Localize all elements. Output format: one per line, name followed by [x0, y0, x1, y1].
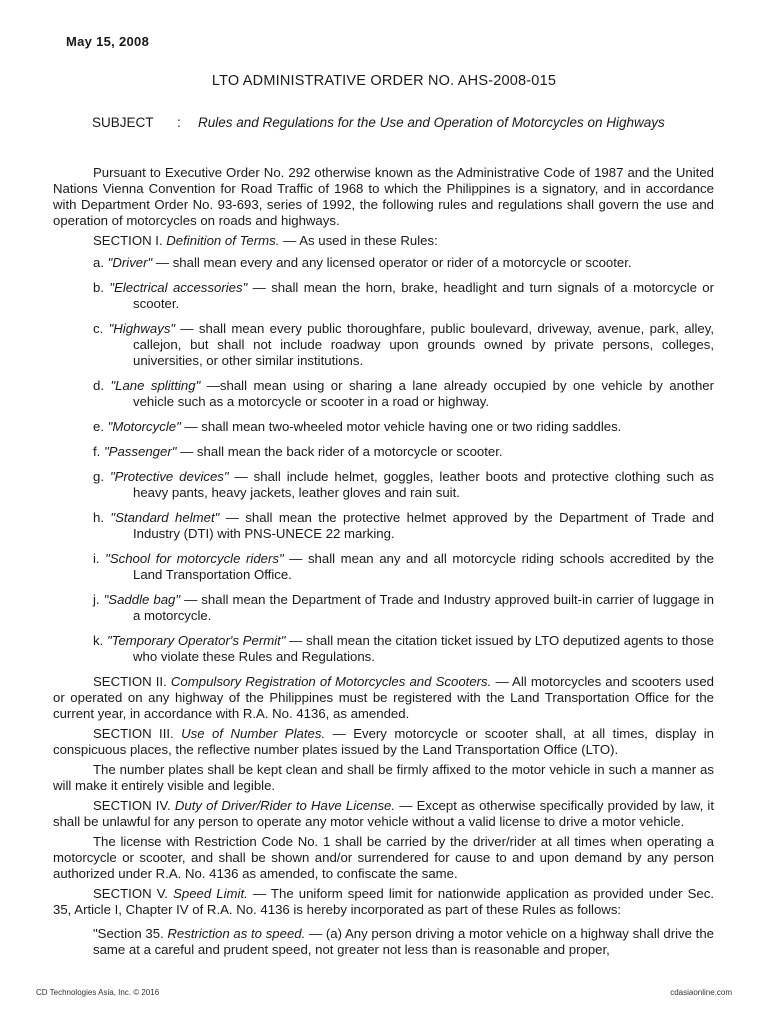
item-term: "Driver": [107, 255, 153, 270]
definition-item: [53, 444, 714, 460]
subject-colon: :: [177, 115, 181, 130]
item-text: — shall mean any and all motorcycle riding schools accredited by the Land Transportation Office.: [133, 551, 714, 582]
section-2-paragraph: [53, 674, 714, 722]
definition-item: [53, 419, 714, 435]
item-text: — shall mean the horn, brake, headlight and turn signals of a motorcycle or scooter.: [133, 280, 714, 311]
section-1-heading: [53, 233, 714, 249]
section-title: Compulsory Registration of Motorcycles and Scooters.: [170, 674, 492, 689]
item-letter: k.: [93, 633, 104, 648]
definition-item: [53, 378, 714, 410]
item-term: "Temporary Operator's Permit": [106, 633, 286, 648]
definition-item: [53, 633, 714, 665]
item-term: "Standard helmet": [110, 510, 220, 525]
item-letter: g.: [93, 469, 104, 484]
quote-text: — (a) Any person driving a motor vehicle on a highway shall drive the same at a careful and prudent speed, not greater not less than is reasonable and proper,: [93, 926, 714, 957]
section-title: Use of Number Plates.: [181, 726, 326, 741]
document-body: [53, 165, 714, 971]
section-3-paragraph: [53, 726, 714, 758]
section-text: — Every motorcycle or scooter shall, at all times, display in conspicuous places, the reflective number plates issued by the Land Transportation Office (LTO).: [53, 726, 715, 757]
section-prefix: SECTION IV.: [93, 798, 171, 813]
subject-label: SUBJECT: [92, 115, 154, 130]
item-text: — shall mean the Department of Trade and Industry approved built-in carrier of luggage in a motorcycle.: [133, 592, 714, 623]
item-term: "Saddle bag": [103, 592, 181, 607]
section-3-paragraph-2: The number plates shall be kept clean and shall be firmly affixed to the motor vehicle in such a manner as will make it entirely visible and legible.: [53, 762, 714, 793]
subject-text: Rules and Regulations for the Use and Operation of Motorcycles on Highways: [198, 115, 665, 130]
item-text: — shall mean every public thoroughfare, public boulevard, driveway, avenue, park, alley, callejon, but shall not include roadway upon grounds owned by private persons, colleges, universities, or other similar institutions.: [133, 321, 714, 368]
item-term: "Highways": [108, 321, 176, 336]
section-prefix: SECTION III.: [93, 726, 174, 741]
section-5-paragraph: [53, 886, 714, 918]
item-letter: a.: [93, 255, 104, 270]
preamble-paragraph: Pursuant to Executive Order No. 292 otherwise known as the Administrative Code of 1987 and the United Nations Vienna Convention for Road Traffic of 1968 to which the Philippines is a signatory, and in accordance with Department Order No. 93-693, series of 1992, the following rules and regulations shall govern the use and operation of motorcycles on roads and highways.: [53, 165, 714, 228]
definitions-list: [53, 255, 714, 665]
section-text: — Except as otherwise specifically provided by law, it shall be unlawful for any person to operate any motor vehicle without a valid license to drive a motor vehicle.: [53, 798, 714, 829]
item-letter: d.: [93, 378, 104, 393]
item-letter: j.: [93, 592, 100, 607]
item-text: — shall mean the citation ticket issued by LTO deputized agents to those who violate these Rules and Regulations.: [133, 633, 714, 664]
item-term: "Protective devices": [109, 469, 229, 484]
section-prefix: SECTION I.: [93, 233, 163, 248]
item-term: "Passenger": [104, 444, 177, 459]
item-letter: c.: [93, 321, 104, 336]
section-prefix: SECTION V.: [93, 886, 168, 901]
item-letter: f.: [93, 444, 101, 459]
definition-item: [53, 280, 714, 312]
item-term: "Electrical accessories": [109, 280, 248, 295]
item-term: "Motorcycle": [107, 419, 181, 434]
quoted-section-35: [53, 926, 714, 958]
item-letter: i.: [93, 551, 100, 566]
item-text: —shall mean using or sharing a lane already occupied by one vehicle by another vehicle such as a motorcycle or scooter in a road or highway.: [133, 378, 714, 409]
section-text: — All motorcycles and scooters used or operated on any highway of the Philippines must be registered with the Land Transportation Office for the current year, in accordance with R.A. No. 4136, as amended.: [53, 674, 715, 721]
section-title: Speed Limit.: [173, 886, 248, 901]
item-letter: e.: [93, 419, 104, 434]
item-letter: b.: [93, 280, 104, 295]
definition-item: [53, 321, 714, 369]
footer-website: cdasiaonline.com: [670, 988, 732, 997]
section-title: Duty of Driver/Rider to Have License.: [174, 798, 396, 813]
footer-copyright: CD Technologies Asia, Inc. © 2016: [36, 988, 160, 997]
section-text: — As used in these Rules:: [279, 233, 438, 248]
quote-title: Restriction as to speed.: [167, 926, 306, 941]
section-4-paragraph: [53, 798, 714, 830]
section-text: — The uniform speed limit for nationwide application as provided under Sec. 35, Article I, Chapter IV of R.A. No. 4136 is hereby incorporated as part of these Rules as follows:: [53, 886, 715, 917]
item-letter: h.: [93, 510, 104, 525]
document-title: LTO ADMINISTRATIVE ORDER NO. AHS-2008-015: [211, 73, 557, 89]
item-text: — shall mean the protective helmet approved by the Department of Trade and Industry (DTI) with PNS-UNECE 22 marking.: [133, 510, 714, 541]
section-title: Definition of Terms.: [166, 233, 280, 248]
section-4-paragraph-2: The license with Restriction Code No. 1 shall be carried by the driver/rider at all times when operating a motorcycle or scooter, and shall be shown and/or surrendered for cause to and upon demand by any person authorized under R.A. No. 4136 as amended, to confiscate the same.: [53, 834, 714, 881]
item-term: "School for motorcycle riders": [105, 551, 284, 566]
item-text: — shall mean two-wheeled motor vehicle having one or two riding saddles.: [180, 419, 622, 434]
section-prefix: SECTION II.: [93, 674, 167, 689]
definition-item: [53, 551, 714, 583]
quote-prefix: "Section 35.: [93, 926, 164, 941]
item-text: — shall mean every and any licensed operator or rider of a motorcycle or scooter.: [152, 255, 632, 270]
item-text: — shall include helmet, goggles, leather boots and protective clothing such as heavy pants, heavy jackets, leather gloves and rain suit.: [133, 469, 714, 500]
definition-item: [53, 255, 714, 271]
document-date: May 15, 2008: [66, 34, 150, 49]
definition-item: [53, 510, 714, 542]
item-text: — shall mean the back rider of a motorcycle or scooter.: [176, 444, 503, 459]
item-term: "Lane splitting": [110, 378, 201, 393]
definition-item: [53, 592, 714, 624]
definition-item: [53, 469, 714, 501]
